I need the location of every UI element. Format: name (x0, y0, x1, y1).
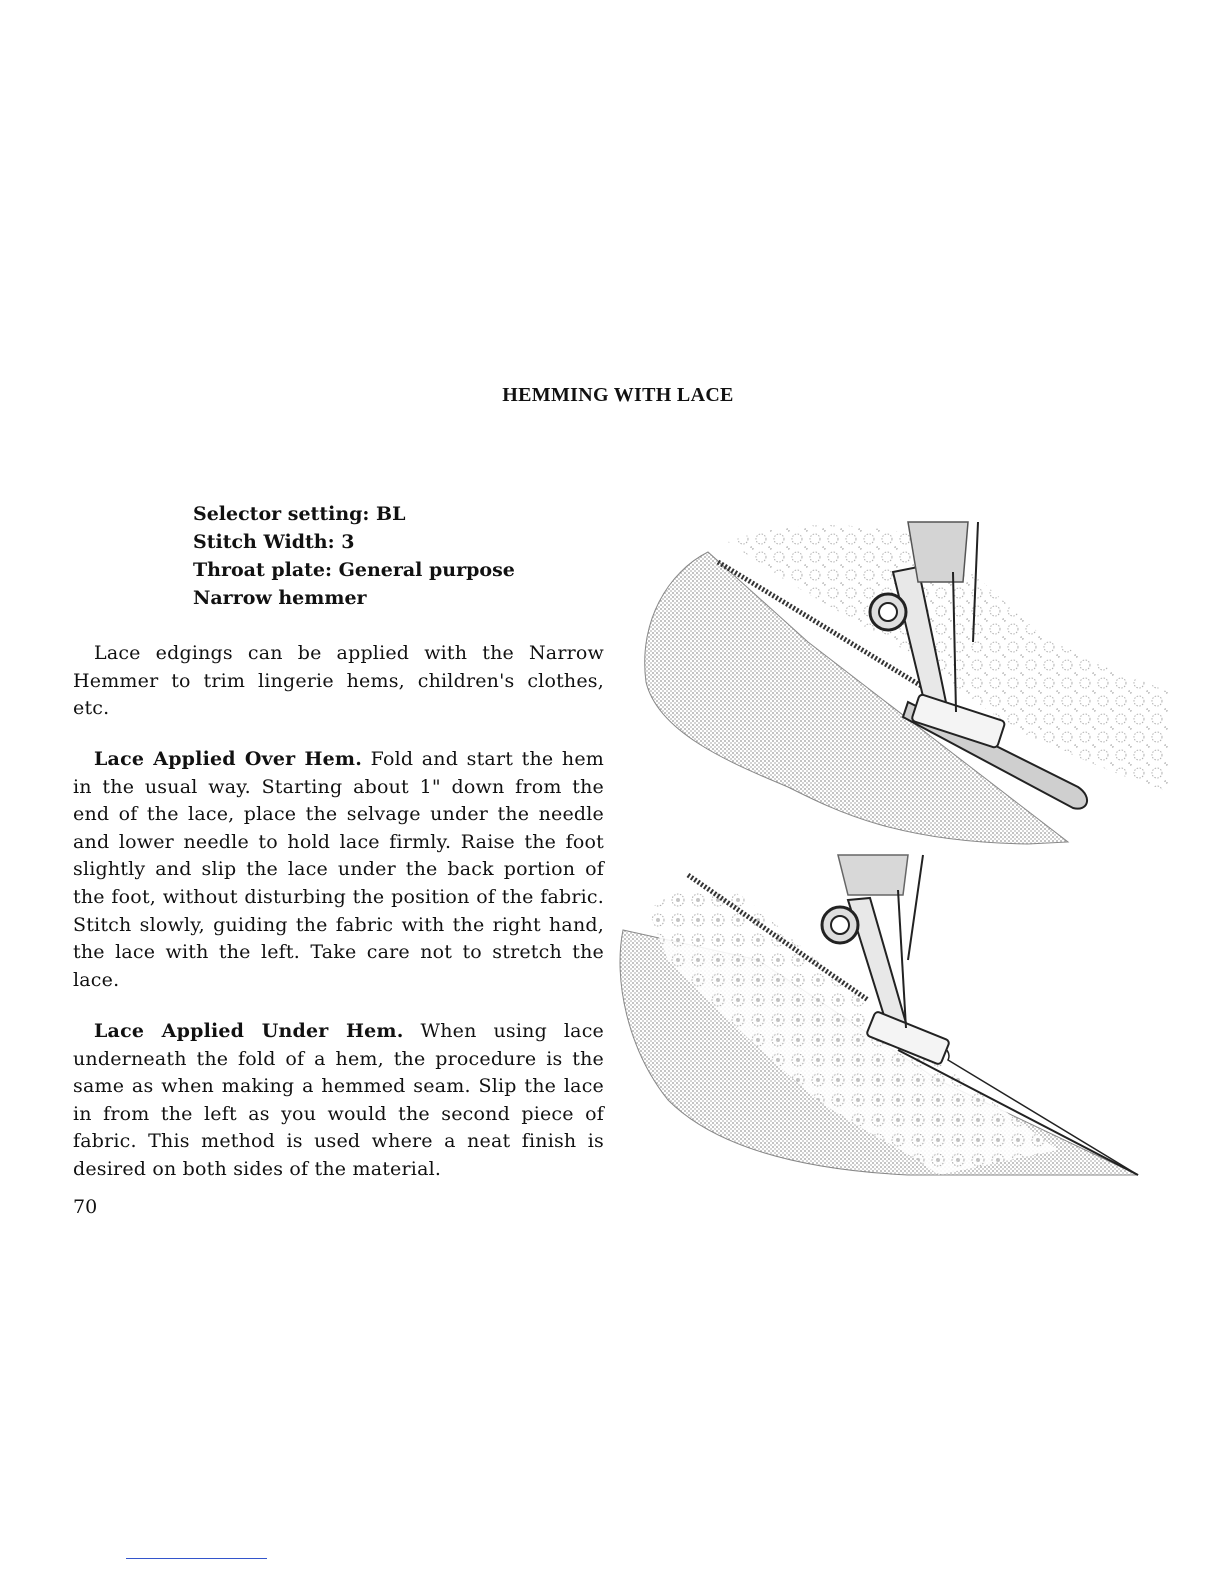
footer-rule (126, 1558, 267, 1559)
lace-under-hem-paragraph (73, 1018, 604, 1184)
intro-paragraph (73, 640, 604, 723)
paragraph-text: Lace edgings can be applied with the Narrow Hemmer to trim lingerie hems, children's clothes, etc. (73, 642, 604, 720)
lace-under-hem-illustration (608, 850, 1173, 1185)
paragraph-heading: Lace Applied Over Hem. (94, 748, 363, 770)
setting-attachment: Narrow hemmer (193, 587, 367, 609)
page-title: HEMMING WITH LACE (502, 384, 734, 406)
setting-throat-plate: Throat plate: General purpose (193, 559, 515, 581)
page-number: 70 (73, 1196, 98, 1218)
settings-list (193, 500, 515, 612)
lace-over-hem-illustration (608, 512, 1173, 857)
setting-selector: Selector setting: BL (193, 503, 406, 525)
setting-stitch-width: Stitch Width: 3 (193, 531, 355, 553)
paragraph-heading: Lace Applied Under Hem. (94, 1020, 404, 1042)
paragraph-text: When using lace underneath the fold of a hem, the procedure is the same as when making a hemmed seam. Slip the lace in from the left as you would the second piece of fabric. This method is used where a neat finish is desired on both sides of the material. (73, 1020, 604, 1180)
paragraph-text: Fold and start the hem in the usual way. Starting about 1" down from the end of the lace, place the selvage under the needle and lower needle to hold lace firmly. Raise the foot slightly and slip the lace under the back portion of the foot, without disturbing the position of the fabric. Stitch slowly, guiding the fabric with the right hand, the lace with the left. Take care not to stretch the lace. (73, 748, 604, 991)
lace-over-hem-paragraph (73, 746, 604, 994)
